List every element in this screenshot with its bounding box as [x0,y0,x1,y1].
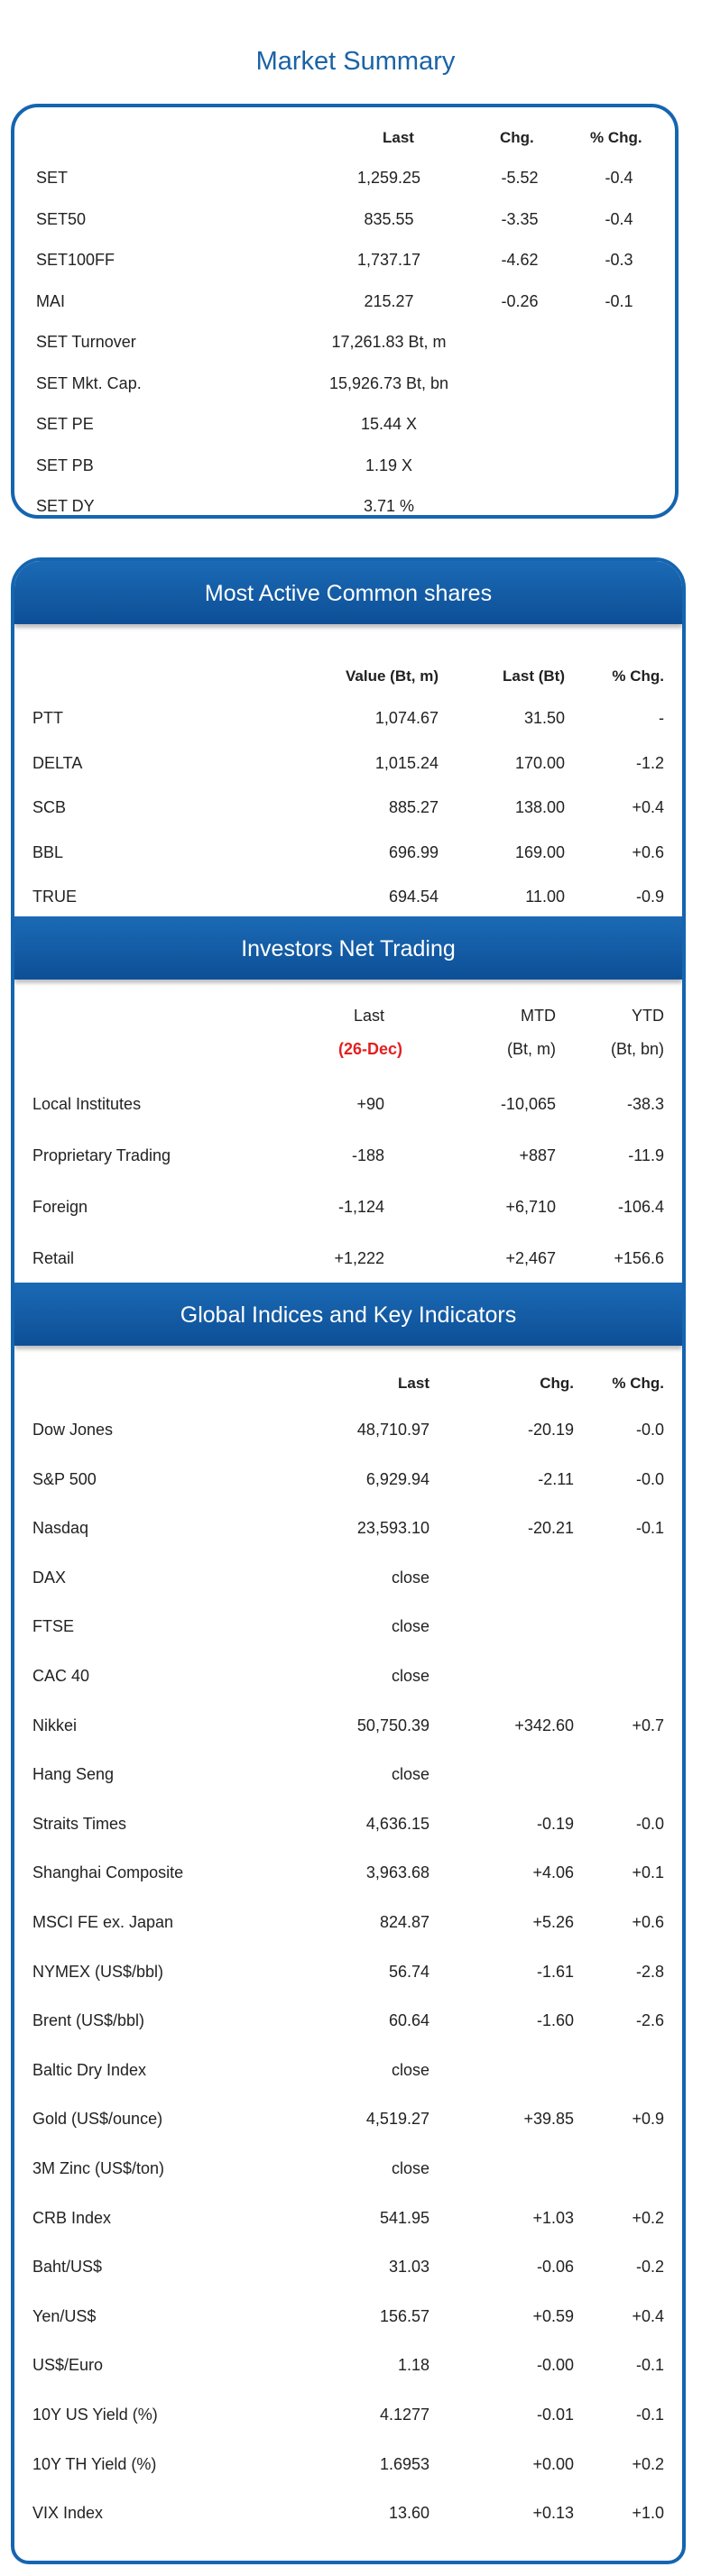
global-row [14,1906,682,1938]
last-date: (26-Dec) [337,1040,402,1058]
row-pchg: -2.8 [635,1962,664,1981]
row-chg: +4.06 [532,1863,574,1882]
row-chg: +342.60 [514,1716,574,1734]
header-last-bt: Last (Bt) [503,667,565,685]
row-name: 10Y TH Yield (%) [32,2454,157,2473]
row-last: 15,926.73 Bt, bn [328,373,449,392]
global-row [14,2152,682,2185]
global-row [14,2349,682,2381]
market-summary-row [14,367,675,400]
global-band: Global Indices and Key Indicators [14,1283,682,1346]
global-row [14,2300,682,2332]
row-name: DAX [32,1568,67,1587]
row-last: 17,261.83 Bt, m [331,333,447,351]
investors-row [14,1242,682,1274]
row-pchg: -0.0 [635,1421,664,1439]
row-chg: +0.59 [532,2306,574,2325]
row-last: 138.00 [514,798,565,816]
investors-header [14,999,682,1032]
row-last: 13.60 [388,2504,429,2523]
row-last: 4,519.27 [365,2110,429,2129]
market-summary-row [14,490,675,522]
most-active-row [14,702,682,734]
row-pchg: -1.2 [635,753,664,772]
row-mtd: +887 [519,1146,556,1164]
row-ytd: -38.3 [626,1095,664,1113]
row-chg: -0.06 [536,2258,574,2277]
row-pchg: +0.4 [632,2306,664,2325]
row-pchg: -0.1 [605,291,633,310]
most-active-row [14,747,682,779]
row-pchg: +0.6 [632,842,664,861]
market-summary-row [14,449,675,482]
row-name: SET [36,169,69,187]
row-last: 3,963.68 [365,1863,429,1882]
detail-box [11,557,686,2564]
row-last: -1,124 [337,1198,384,1216]
row-chg: -0.19 [536,1814,574,1833]
most-active-header [14,660,682,693]
row-last: 1.18 [397,2356,429,2375]
row-pchg: -0.2 [635,2258,664,2277]
header-pchg: % Chg. [612,667,664,685]
row-value: 885.27 [388,798,439,816]
row-last: 170.00 [514,753,565,772]
row-name: CRB Index [32,2208,112,2227]
global-row [14,1955,682,1988]
header-last: Last [383,129,414,146]
row-pchg: -0.4 [605,169,633,187]
row-name: SET50 [36,209,87,228]
row-last: 50,750.39 [356,1716,429,1734]
most-active-row [14,880,682,913]
market-summary-row [14,408,675,440]
row-last: 11.00 [525,888,565,906]
header-pchg: % Chg. [590,129,642,146]
row-last: 56.74 [388,1962,429,1981]
row-name: SET Turnover [36,333,136,351]
row-name: Gold (US$/ounce) [32,2110,163,2129]
row-pchg: -0.3 [605,251,633,269]
global-row [14,1463,682,1495]
row-value: 1,015.24 [374,753,439,772]
row-pchg: +0.7 [632,1716,664,1734]
row-pchg: +0.6 [632,1913,664,1931]
row-name: US$/Euro [32,2356,104,2375]
header-last: Last [398,1375,429,1392]
global-row [14,1512,682,1544]
row-pchg: +0.2 [632,2454,664,2473]
market-summary-row [14,244,675,276]
row-ytd: -106.4 [617,1198,664,1216]
row-name: Foreign [32,1198,88,1216]
row-name: Baht/US$ [32,2258,103,2277]
global-row [14,2004,682,2037]
row-pchg: +0.4 [632,798,664,816]
row-name: TRUE [32,888,77,906]
row-name: BBL [32,842,64,861]
global-row [14,2102,682,2135]
most-active-row [14,836,682,869]
global-row [14,1660,682,1692]
row-last: 1.19 X [365,455,413,474]
row-last: 4.1277 [379,2406,429,2424]
row-name: Nikkei [32,1716,78,1734]
row-last: 4,636.15 [365,1814,429,1833]
row-last: 6,929.94 [365,1469,429,1488]
row-name: Nasdaq [32,1519,89,1538]
global-row [14,2250,682,2283]
row-chg: -4.62 [501,251,539,269]
market-summary-row [14,161,675,194]
row-name: Baltic Dry Index [32,2060,147,2079]
market-summary-box [11,104,679,519]
row-name: Retail [32,1249,75,1267]
row-chg: -1.61 [536,1962,574,1981]
global-row [14,1758,682,1790]
market-summary-row [14,203,675,235]
row-pchg: - [659,709,664,727]
row-ytd: -11.9 [628,1146,664,1164]
investors-row [14,1191,682,1223]
row-mtd: -10,065 [500,1095,556,1113]
header-chg: Chg. [540,1375,574,1392]
row-chg: -20.21 [527,1519,574,1538]
row-chg: +5.26 [532,1913,574,1931]
row-chg: -0.00 [536,2356,574,2375]
row-pchg: -0.9 [635,888,664,906]
row-chg: +1.03 [532,2208,574,2227]
row-last: close [391,1568,429,1587]
row-pchg: -0.0 [635,1814,664,1833]
row-name: CAC 40 [32,1667,90,1685]
row-chg: +0.13 [532,2504,574,2523]
market-summary-header [14,122,675,154]
row-value: 1,074.67 [374,709,439,727]
row-chg: +39.85 [523,2110,574,2129]
row-name: SET100FF [36,251,115,269]
row-name: Brent (US$/bbl) [32,2011,145,2030]
investors-row [14,1088,682,1120]
most-active-row [14,791,682,823]
market-summary-row [14,326,675,358]
market-summary-row [14,285,675,317]
row-pchg: +0.1 [632,1863,664,1882]
row-last: -188 [351,1146,384,1164]
row-last: +90 [356,1095,384,1113]
row-last: 1.6953 [379,2454,429,2473]
row-last: 824.87 [379,1913,429,1931]
row-last: 1,259.25 [356,169,421,187]
row-last: 215.27 [364,291,414,310]
row-name: Dow Jones [32,1421,114,1439]
global-row [14,1709,682,1742]
global-row [14,1808,682,1840]
row-value: 694.54 [388,888,439,906]
row-name: VIX Index [32,2504,104,2523]
row-name: S&P 500 [32,1469,97,1488]
row-chg: -0.01 [536,2406,574,2424]
row-chg: -1.60 [536,2011,574,2030]
ytd-unit: (Bt, bn) [610,1040,664,1058]
row-last: close [391,2060,429,2079]
mtd-unit: (Bt, m) [507,1040,556,1058]
row-last: 31.50 [523,709,565,727]
row-pchg: -0.0 [635,1469,664,1488]
row-last: +1,222 [334,1249,384,1267]
row-name: MAI [36,291,66,310]
global-row [14,2202,682,2234]
row-name: MSCI FE ex. Japan [32,1913,174,1931]
row-chg: +0.00 [532,2454,574,2473]
row-last: 15.44 X [360,415,418,433]
row-last: 3.71 % [363,497,415,515]
row-chg: -2.11 [538,1469,574,1488]
row-last: 48,710.97 [356,1421,429,1439]
row-last: 23,593.10 [356,1519,429,1538]
global-row [14,2497,682,2529]
row-pchg: -0.1 [635,2356,664,2375]
row-name: Local Institutes [32,1095,142,1113]
row-last: 1,737.17 [356,251,421,269]
row-name: Yen/US$ [32,2306,97,2325]
row-last: 31.03 [388,2258,429,2277]
row-last: 541.95 [379,2208,429,2227]
row-name: SET Mkt. Cap. [36,373,142,392]
row-chg: -3.35 [501,209,539,228]
row-pchg: -0.1 [635,2406,664,2424]
row-name: SCB [32,798,67,816]
investors-subheader [14,1033,682,1065]
row-name: Straits Times [32,1814,127,1833]
header-last: Last [353,1007,384,1025]
row-mtd: +2,467 [505,1249,556,1267]
row-pchg: -0.4 [605,209,633,228]
row-name: DELTA [32,753,83,772]
row-last: 60.64 [388,2011,429,2030]
row-last: close [391,2159,429,2177]
most-active-band: Most Active Common shares [14,561,682,624]
row-name: 3M Zinc (US$/ton) [32,2159,165,2177]
row-pchg: +0.9 [632,2110,664,2129]
row-last: 835.55 [364,209,414,228]
global-row [14,2398,682,2431]
row-last: 156.57 [379,2306,429,2325]
global-header [14,1367,682,1400]
row-name: Shanghai Composite [32,1863,184,1882]
global-row [14,1413,682,1446]
row-mtd: +6,710 [505,1198,556,1216]
row-name: SET DY [36,497,95,515]
header-chg: Chg. [500,129,534,146]
market-summary-title: Market Summary [255,47,456,76]
row-name: SET PE [36,415,94,433]
row-pchg: -0.1 [635,1519,664,1538]
row-last: 169.00 [514,842,565,861]
header-ytd: YTD [632,1007,664,1025]
header-pchg: % Chg. [612,1375,664,1392]
row-pchg: +1.0 [632,2504,664,2523]
row-last: close [391,1617,429,1636]
row-pchg: -2.6 [635,2011,664,2030]
row-pchg: +0.2 [632,2208,664,2227]
investors-band: Investors Net Trading [14,916,682,980]
row-name: Proprietary Trading [32,1146,171,1164]
row-name: SET PB [36,455,94,474]
row-name: NYMEX (US$/bbl) [32,1962,164,1981]
header-mtd: MTD [521,1007,556,1025]
row-ytd: +156.6 [614,1249,664,1267]
row-name: PTT [32,709,63,727]
row-chg: -5.52 [501,169,539,187]
investors-row [14,1139,682,1172]
row-last: close [391,1667,429,1685]
row-name: 10Y US Yield (%) [32,2406,158,2424]
row-chg: -0.26 [501,291,539,310]
row-value: 696.99 [388,842,439,861]
header-value: Value (Bt, m) [346,667,439,685]
row-chg: -20.19 [527,1421,574,1439]
row-name: Hang Seng [32,1765,115,1784]
row-name: FTSE [32,1617,75,1636]
global-row [14,1856,682,1889]
global-row [14,2448,682,2480]
global-row [14,2054,682,2086]
global-row [14,1561,682,1594]
global-row [14,1610,682,1642]
row-last: close [391,1765,429,1784]
